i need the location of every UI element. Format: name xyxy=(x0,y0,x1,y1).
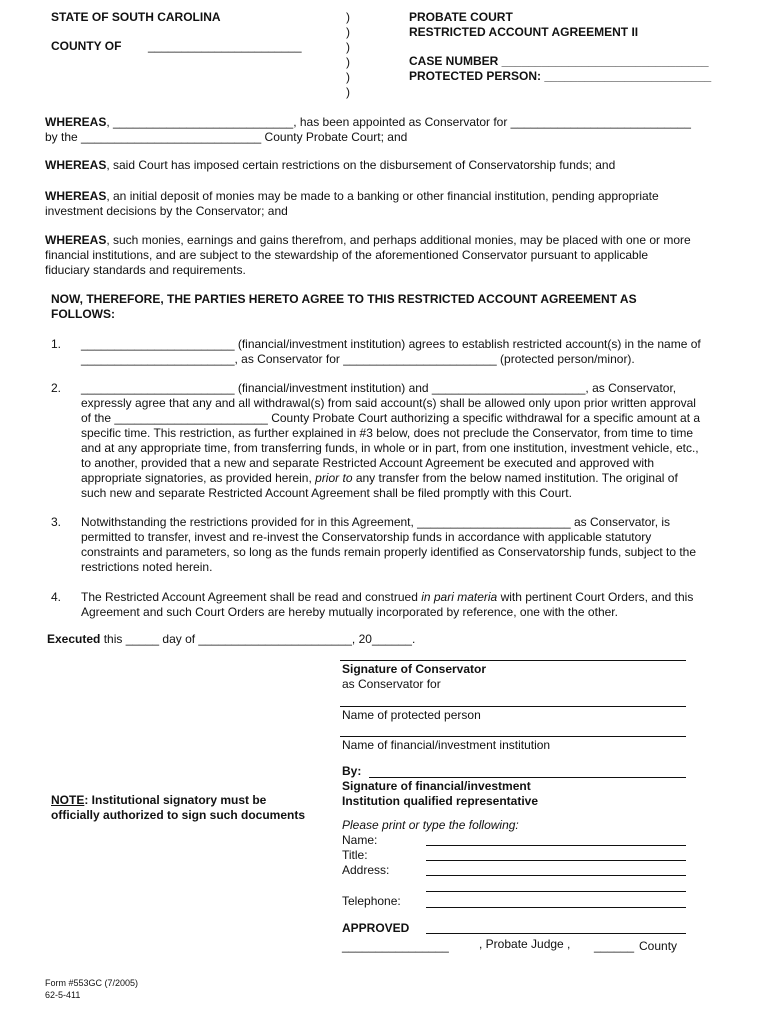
signature-line-representative[interactable] xyxy=(369,777,686,778)
approved-label: APPROVED xyxy=(342,921,410,935)
item-3-line: restrictions noted herein. xyxy=(81,560,213,574)
institution-label: Name of financial/investment institution xyxy=(342,738,551,752)
item-emphasis: prior to xyxy=(315,471,353,485)
item-1-line: _______________________, as Conservator for _______________________ (protected person/minor). xyxy=(81,352,635,366)
item-number: 2. xyxy=(51,381,62,395)
address-field-line-2[interactable] xyxy=(426,891,686,892)
whereas-lead: WHEREAS xyxy=(45,115,107,129)
statute-code: 62-5-411 xyxy=(45,990,81,1000)
print-prompt: Please print or type the following: xyxy=(342,818,519,832)
county-label-judge: County xyxy=(639,939,678,953)
paren: ) xyxy=(346,55,350,69)
item-text: The Restricted Account Agreement shall be read and construed xyxy=(81,590,422,604)
whereas-text: , said Court has imposed certain restrictions on the disbursement of Conservatorship funds; and xyxy=(106,158,616,172)
whereas-lead: WHEREAS xyxy=(45,189,107,203)
note-lead: NOTE xyxy=(51,793,85,807)
address-label: Address: xyxy=(342,863,390,877)
title-field-line[interactable] xyxy=(426,860,686,861)
whereas-2 xyxy=(45,158,615,173)
note-line-2: officially authorized to sign such documents xyxy=(51,808,306,822)
court-heading: PROBATE COURT xyxy=(409,10,513,24)
item-2-line: specific time. This restriction, as further explained in #3 below, does not preclude the Conservator, from time to time xyxy=(81,426,694,440)
address-field-line-1[interactable] xyxy=(426,875,686,876)
whereas-text: , an initial deposit of monies may be made to a banking or other financial institution, pending appropriate xyxy=(106,189,659,203)
whereas-text: , such monies, earnings and gains therefrom, and perhaps additional monies, may be placed with one or more xyxy=(106,233,691,247)
telephone-label: Telephone: xyxy=(342,894,401,908)
item-number: 1. xyxy=(51,337,62,351)
whereas-3-line-1 xyxy=(45,189,659,204)
executed-lead: Executed xyxy=(47,632,101,646)
paren: ) xyxy=(346,40,350,54)
representative-label-1: Signature of financial/investment xyxy=(342,779,531,793)
case-number-field[interactable]: CASE NUMBER _______________________________ xyxy=(409,54,709,68)
item-1-line: _______________________ (financial/investment institution) agrees to establish restricted account(s) in the name of xyxy=(81,337,701,351)
county-blank[interactable]: _______________________ xyxy=(148,39,302,53)
whereas-4-line-2: financial institutions, and are subject to the stewardship of the aforementioned Conservator pursuant to applicable xyxy=(45,248,649,262)
title-label: Title: xyxy=(342,848,368,862)
item-2-line: _______________________ (financial/investment institution) and _______________________, as Conservator, xyxy=(81,381,677,395)
item-2-line: to another, provided that a new and separate Restricted Account Agreement be executed and approved with xyxy=(81,456,655,470)
whereas-lead: WHEREAS xyxy=(45,158,107,172)
note-text: : Institutional signatory must be xyxy=(84,793,267,807)
item-emphasis: in pari materia xyxy=(421,590,498,604)
item-3-line: Notwithstanding the restrictions provided for in this Agreement, _______________________ as Conservator, is xyxy=(81,515,671,529)
probate-judge-label: , Probate Judge , xyxy=(479,937,571,951)
item-2-line: and at any appropriate time, from transferring funds, in whole or in part, from one institution, investment vehicle, etc., xyxy=(81,441,699,455)
name-label: Name: xyxy=(342,833,378,847)
whereas-text: , ___________________________, has been appointed as Conservator for ___________________________ xyxy=(106,115,691,129)
item-2-line: such new and separate Restricted Account Agreement shall be filed promptly with this Court. xyxy=(81,486,572,500)
judge-blank[interactable]: ________________ xyxy=(342,939,449,953)
whereas-4-line-1 xyxy=(45,233,691,248)
item-number: 4. xyxy=(51,590,62,604)
now-therefore-line-2: FOLLOWS: xyxy=(51,307,115,321)
form-number: Form #553GC (7/2005) xyxy=(45,978,139,988)
whereas-1-line-2: by the ___________________________ County Probate Court; and xyxy=(45,130,408,144)
conservator-sub-label: as Conservator for xyxy=(342,677,441,691)
paren: ) xyxy=(346,70,350,84)
executed-line[interactable] xyxy=(47,632,415,647)
approved-signature-line[interactable] xyxy=(426,933,686,934)
whereas-lead: WHEREAS xyxy=(45,233,107,247)
item-2-line xyxy=(81,471,678,486)
item-number: 3. xyxy=(51,515,62,529)
paren: ) xyxy=(346,85,350,99)
item-text: any transfer from the below named institution. The original of xyxy=(352,471,678,485)
item-2-line: expressly agree that any and all withdrawal(s) from said account(s) shall be allowed only upon prior written approval xyxy=(81,396,696,410)
county-label: COUNTY OF xyxy=(51,39,122,53)
telephone-field-line[interactable] xyxy=(426,907,686,908)
paren: ) xyxy=(346,25,350,39)
signature-line-institution[interactable] xyxy=(340,736,686,737)
county-blank-judge[interactable]: ______ xyxy=(594,939,635,953)
form-title: RESTRICTED ACCOUNT AGREEMENT II xyxy=(409,25,639,39)
item-3-line: constraints and parameters, so long as the funds remain properly identified as Conservatorship funds, subject to the xyxy=(81,545,697,559)
by-label: By: xyxy=(342,764,362,778)
paren: ) xyxy=(346,10,350,24)
protected-person-label: Name of protected person xyxy=(342,708,481,722)
whereas-4-line-3: fiduciary standards and requirements. xyxy=(45,263,246,277)
item-4-line xyxy=(81,590,693,605)
executed-text: this _____ day of _______________________, 20______. xyxy=(100,632,416,646)
signature-line-protected-person[interactable] xyxy=(340,706,686,707)
conservator-signature-label: Signature of Conservator xyxy=(342,662,487,676)
name-field-line[interactable] xyxy=(426,845,686,846)
item-4-line: Agreement and such Court Orders are hereby mutually incorporated by reference, one with the other. xyxy=(81,605,618,619)
item-text: appropriate signatories, as provided herein, xyxy=(81,471,316,485)
state-heading: STATE OF SOUTH CAROLINA xyxy=(51,10,221,24)
protected-person-field[interactable]: PROTECTED PERSON: _________________________ xyxy=(409,69,712,83)
item-2-line: of the _______________________ County Probate Court authorizing a specific withdrawal for a specific amount at a xyxy=(81,411,701,425)
note-line-1 xyxy=(51,793,266,808)
item-3-line: permitted to transfer, invest and re-invest the Conservatorship funds in accordance with applicable statutory xyxy=(81,530,652,544)
item-text: with pertinent Court Orders, and this xyxy=(497,590,694,604)
whereas-3-line-2: investment decisions by the Conservator; and xyxy=(45,204,288,218)
whereas-1-line-1 xyxy=(45,115,691,130)
representative-label-2: Institution qualified representative xyxy=(342,794,539,808)
now-therefore-line-1: NOW, THEREFORE, THE PARTIES HERETO AGREE TO THIS RESTRICTED ACCOUNT AGREEMENT AS xyxy=(51,292,637,306)
signature-line-conservator[interactable] xyxy=(340,660,686,661)
